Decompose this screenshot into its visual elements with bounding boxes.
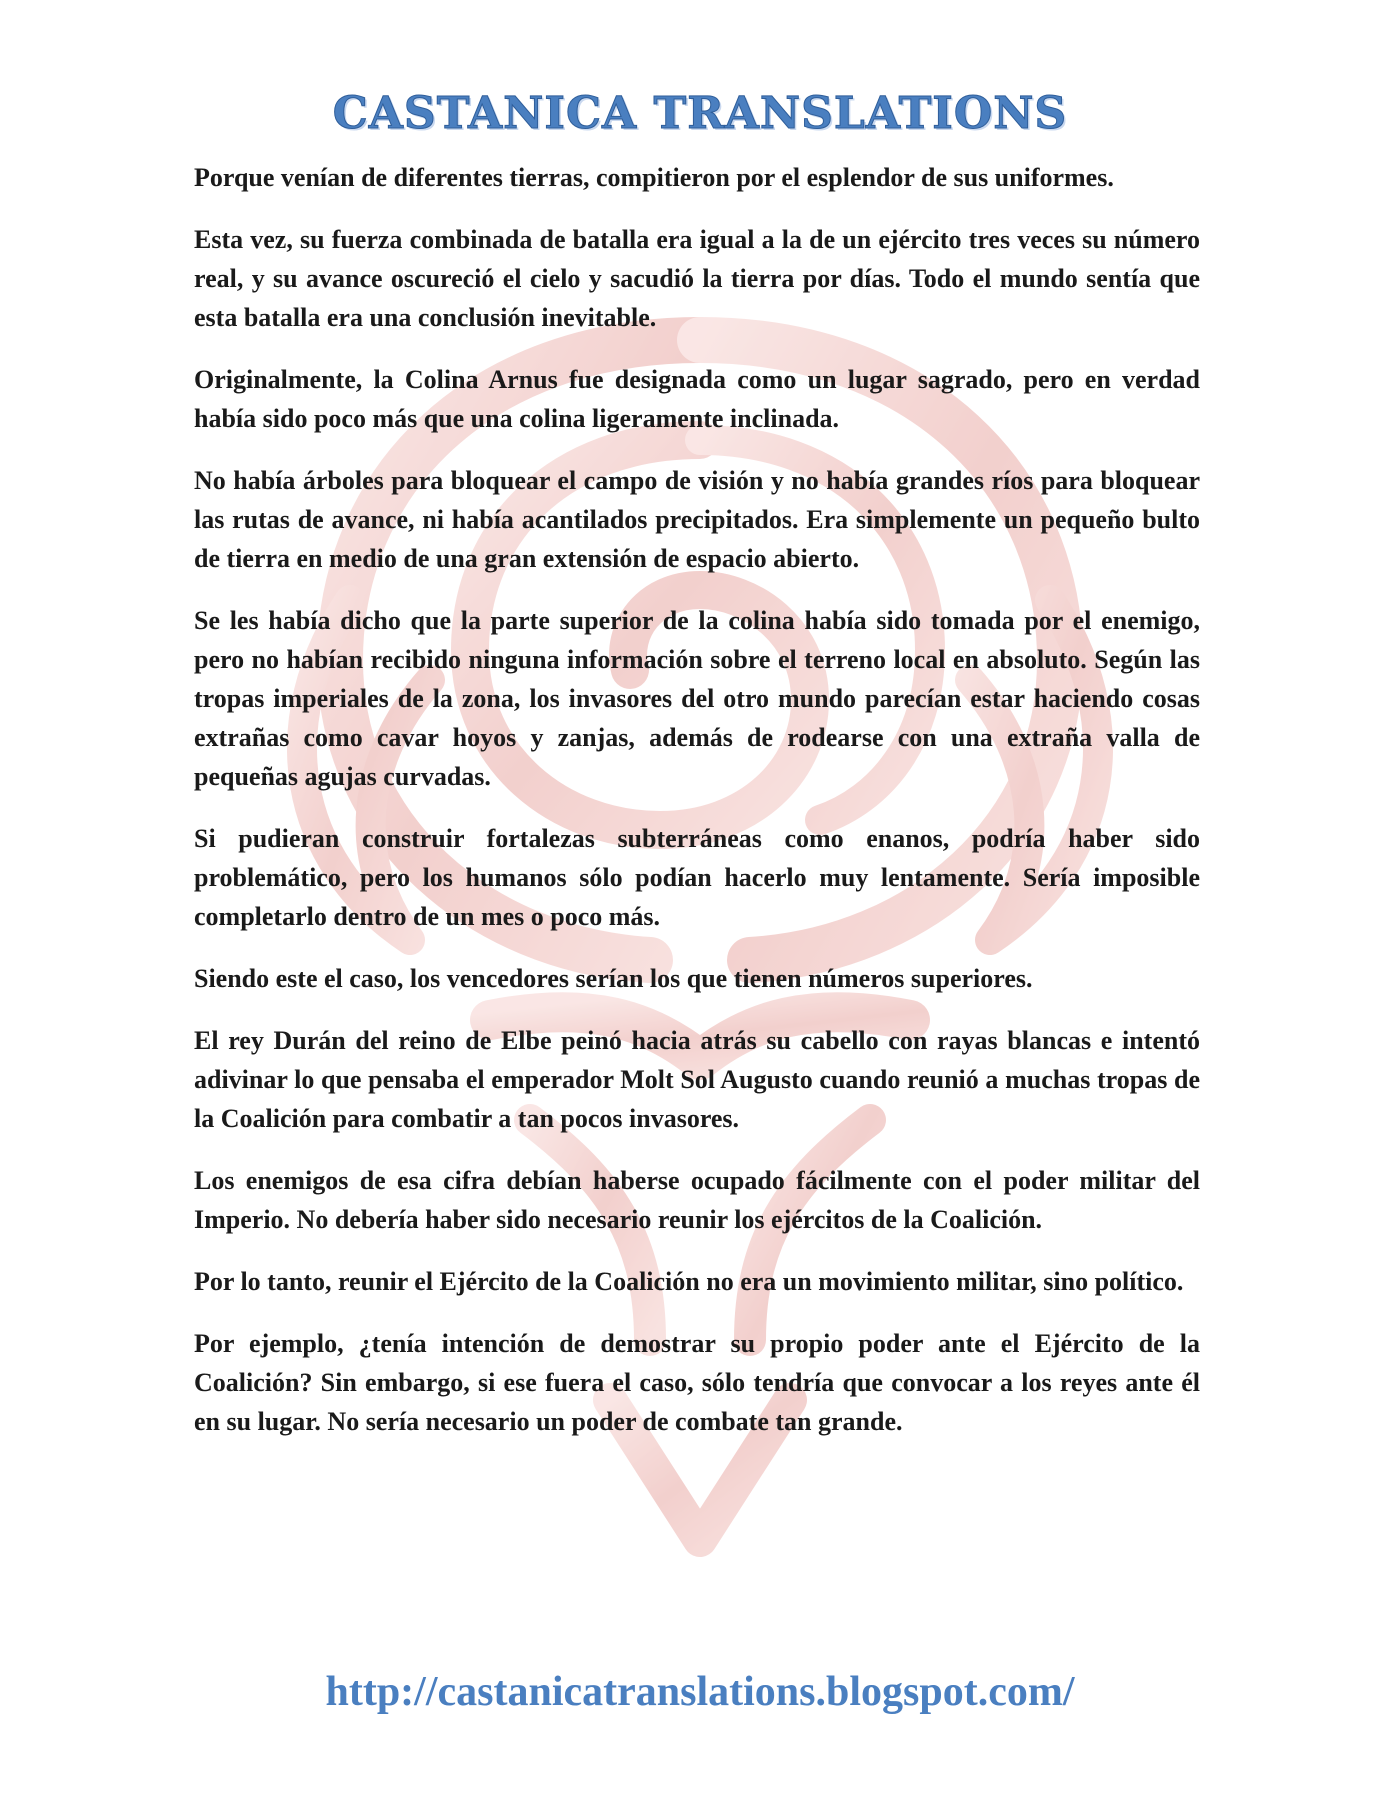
paragraph: Si pudieran construir fortalezas subterráneas como enanos, podría haber sido problemático, pero los humanos sólo podían hacerlo muy lentamente. Sería imposible completarlo dentro de un mes o poco más. [194,824,1200,931]
paragraph: Siendo este el caso, los vencedores serían los que tienen números superiores. [194,964,1033,993]
paragraph: Por ejemplo, ¿tenía intención de demostrar su propio poder ante el Ejército de la Coalición? Sin embargo, si ese fuera el caso, sólo tendría que convocar a los reyes ante él en su lugar. No sería necesario un poder de combate tan grande. [194,1329,1200,1436]
site-title: CASTANICA TRANSLATIONS [332,88,1068,139]
paragraph: Se les había dicho que la parte superior de la colina había sido tomada por el enemigo, pero no habían recibido ninguna información sobre el terreno local en absoluto. Según las tropas imperiales de la zona, los invasores del otro mundo parecían estar haciendo cosas extrañas como cavar hoyos y zanjas, además de rodearse con una extraña valla de pequeñas agujas curvadas. [194,606,1200,791]
paragraph: Porque venían de diferentes tierras, compitieron por el esplendor de sus uniformes. [194,163,1114,192]
paragraph: El rey Durán del reino de Elbe peinó hacia atrás su cabello con rayas blancas e intentó adivinar lo que pensaba el emperador Molt Sol Augusto cuando reunió a muchas tropas de la Coalición para combatir a tan pocos invasores. [194,1026,1200,1133]
paragraph: Originalmente, la Colina Arnus fue designada como un lugar sagrado, pero en verdad había sido poco más que una colina ligeramente inclinada. [194,365,1200,433]
paragraph: Por lo tanto, reunir el Ejército de la Coalición no era un movimiento militar, sino político. [194,1267,1184,1296]
site-url-link[interactable]: http://castanicatranslations.blogspot.com/ [325,1669,1075,1715]
paragraph: Esta vez, su fuerza combinada de batalla era igual a la de un ejército tres veces su número real, y su avance oscureció el cielo y sacudió la tierra por días. Todo el mundo sentía que esta batalla era una conclusión inevitable. [194,225,1200,332]
paragraph: No había árboles para bloquear el campo de visión y no había grandes ríos para bloquear las rutas de avance, ni había acantilados precipitados. Era simplemente un pequeño bulto de tierra en medio de una gran extensión de espacio abierto. [194,466,1200,573]
paragraph: Los enemigos de esa cifra debían haberse ocupado fácilmente con el poder militar del Imperio. No debería haber sido necesario reunir los ejércitos de la Coalición. [194,1166,1200,1234]
document-body [194,158,1200,1464]
